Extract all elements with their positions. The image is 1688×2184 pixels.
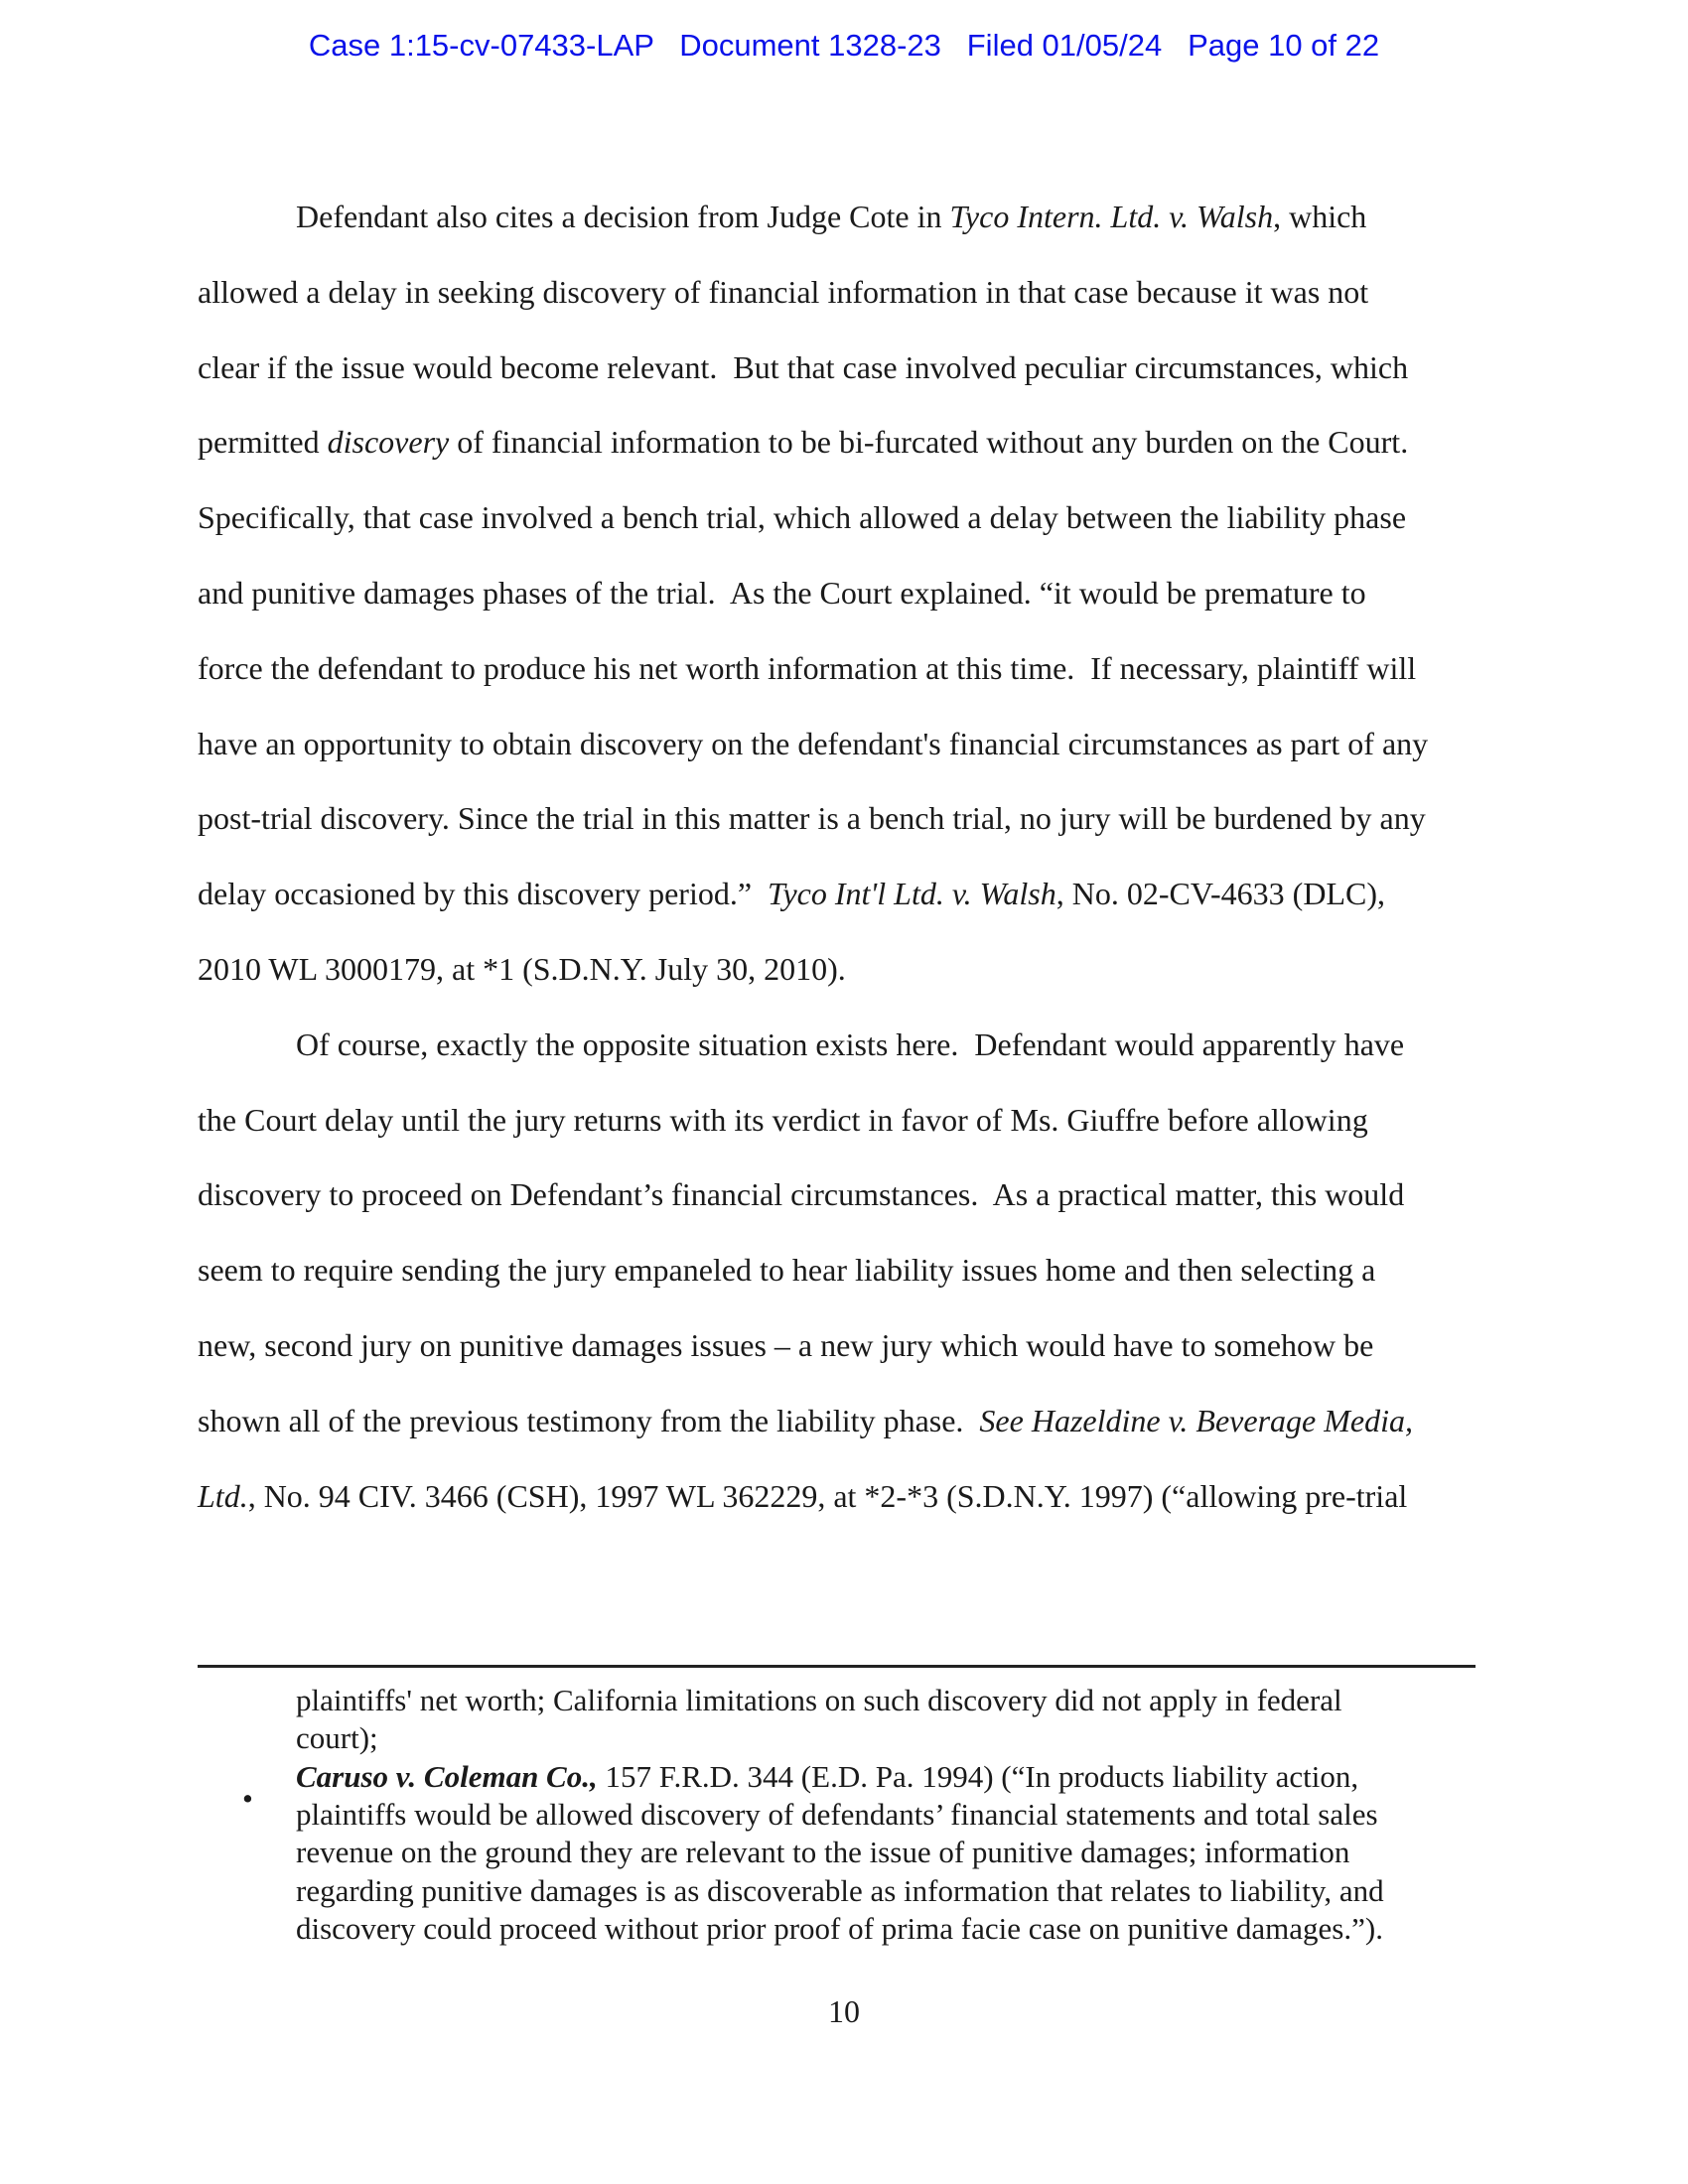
text-run: discovery could proceed without prior proof of prima facie case on punitive damages.”). [296,1911,1383,1946]
case-citation: Caruso v. Coleman Co., [296,1759,598,1794]
body-line [198,728,1428,759]
text-run: force the defendant to produce his net worth information at this time. If necessary, plaintiff will [198,650,1417,686]
bullet-icon: • [242,1781,253,1816]
text-run: revenue on the ground they are relevant to the issue of punitive damages; information [296,1835,1350,1869]
body-line [198,1329,1373,1361]
text-run: of financial information to be bi-furcated without any burden on the Court. [449,424,1409,460]
text-run: Of course, exactly the opposite situation exists here. Defendant would apparently have [296,1026,1405,1062]
body-line [198,953,846,985]
footnote-line [296,1875,1384,1906]
text-run: have an opportunity to obtain discovery on the defendant's financial circumstances as part of any [198,726,1429,761]
body-line [198,577,1366,609]
page-indicator: Page 10 of 22 [1188,28,1380,63]
body-line [198,1405,1413,1436]
case-citation: Ltd. [198,1478,248,1514]
text-run: 2010 WL 3000179, at *1 (S.D.N.Y. July 30, 2010). [198,951,846,987]
document-number: Document 1328-23 [679,28,941,63]
body-line [198,652,1416,684]
text-run: allowed a delay in seeking discovery of financial information in that case because it was not [198,274,1369,310]
text-run: clear if the issue would become relevant. But that case involved peculiar circumstances, which [198,349,1409,385]
text-run: and punitive damages phases of the trial. As the Court explained. “it would be premature to [198,575,1366,611]
text-run: regarding punitive damages is as discoverable as information that relates to liability, and [296,1873,1384,1908]
body-line [198,1104,1368,1136]
footnote-separator [198,1665,1476,1668]
text-run: delay occasioned by this discovery period.” [198,876,769,911]
footnote-line [296,1913,1383,1944]
body-line [198,1254,1375,1286]
body-line [198,1178,1404,1210]
text-run: court); [296,1720,378,1755]
text-run: plaintiffs would be allowed discovery of defendants’ financial statements and total sales [296,1797,1378,1832]
text-run: shown all of the previous testimony from the liability phase. [198,1403,980,1438]
text-run: plaintiffs' net worth; California limitations on such discovery did not apply in federal [296,1683,1342,1717]
text-run: Defendant also cites a decision from Judge Cote in [296,199,950,234]
body-line [198,351,1408,383]
case-citation: Tyco Intern. Ltd. v. Walsh [949,199,1274,234]
text-run: 157 F.R.D. 344 (E.D. Pa. 1994) (“In products liability action, [597,1759,1359,1794]
text-run: , No. 02-CV-4633 (DLC), [1055,876,1385,911]
filed-date: Filed 01/05/24 [966,28,1163,63]
case-citation: discovery [327,424,450,460]
footnote-line [296,1837,1349,1867]
text-run: seem to require sending the jury empaneled to hear liability issues home and then selecting a [198,1252,1376,1288]
body-line [198,426,1408,458]
text-run: new, second jury on punitive damages issues – a new jury which would have to somehow be [198,1327,1374,1363]
body-line [296,1028,1404,1060]
body-line [198,501,1406,533]
footnote-line [296,1722,378,1753]
text-run: Specifically, that case involved a bench trial, which allowed a delay between the liability phase [198,499,1407,535]
text-run: permitted [198,424,328,460]
body-line [198,276,1368,308]
case-number: Case 1:15-cv-07433-LAP [308,28,654,63]
footnote-line [296,1761,1358,1792]
body-line [296,201,1366,232]
footnote-line [296,1799,1378,1830]
page-number: 10 [828,1993,860,2029]
case-citation: See Hazeldine v. Beverage Media, [979,1403,1413,1438]
body-line [198,1480,1407,1512]
ecf-header [0,28,1688,64]
text-run: discovery to proceed on Defendant’s financial circumstances. As a practical matter, this would [198,1176,1405,1212]
text-run: the Court delay until the jury returns with its verdict in favor of Ms. Giuffre before allowing [198,1102,1368,1138]
body-line [198,878,1385,909]
text-run: , which [1273,199,1367,234]
text-run: , No. 94 CIV. 3466 (CSH), 1997 WL 362229, at *2-*3 (S.D.N.Y. 1997) (“allowing pre-trial [247,1478,1408,1514]
body-line [198,802,1426,834]
text-run: post-trial discovery. Since the trial in this matter is a bench trial, no jury will be burdened by any [198,800,1426,836]
footnote-line [296,1685,1342,1715]
case-citation: Tyco Int'l Ltd. v. Walsh [768,876,1056,911]
